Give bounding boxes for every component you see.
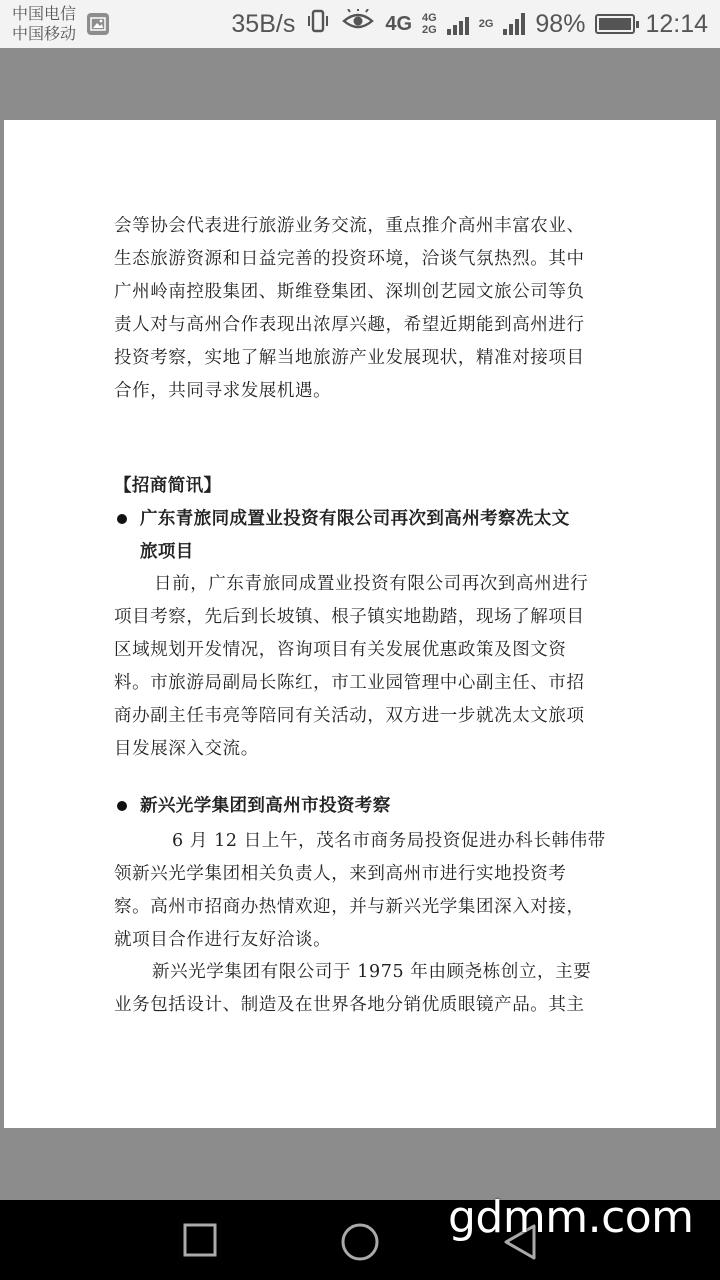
home-circle-icon[interactable]	[340, 1222, 380, 1266]
recents-square-icon[interactable]	[182, 1222, 218, 1262]
bullet-icon	[117, 514, 127, 524]
net-speed: 35B/s	[231, 9, 296, 38]
carrier-1: 中国电信	[12, 4, 77, 23]
item2-body-line: 领新兴光学集团相关负责人，来到高州市进行实地投资考	[114, 864, 567, 884]
carrier-labels	[12, 4, 76, 44]
item2-body-line: 察。高州市招商办热情欢迎，并与新兴光学集团深入对接，	[114, 897, 585, 917]
item1-body-line: 日前，广东青旅同成置业投资有限公司再次到高州进行	[154, 574, 589, 594]
item1-body-line: 目发展深入交流。	[114, 739, 259, 759]
network-stack-top: 4G	[422, 12, 437, 24]
item2-body-line: 就项目合作进行友好洽谈。	[114, 930, 332, 950]
item2-body-line: 业务包括设计、制造及在世界各地分销优质眼镜产品。其主	[114, 995, 585, 1015]
bullet-icon	[117, 801, 127, 811]
status-icons	[231, 0, 708, 48]
network-2g-text: 2G	[478, 18, 494, 30]
battery-icon	[595, 14, 635, 34]
network-4g-label: 4G	[385, 12, 413, 35]
clock: 12:14	[645, 9, 708, 38]
para1-line: 责人对与高州合作表现出浓厚兴趣，希望近期能到高州进行	[114, 315, 585, 335]
para1-line: 生态旅游资源和日益完善的投资环境，洽谈气氛热烈。其中	[114, 249, 585, 269]
item2-body-line: 6 月 12 日上午，茂名市商务局投资促进办科长韩伟带	[172, 831, 606, 851]
item1-title-line: 旅项目	[140, 542, 194, 562]
network-stack	[422, 12, 437, 36]
item1-body-line: 料。市旅游局副局长陈红，市工业园管理中心副主任、市招	[114, 673, 585, 693]
network-2g-label	[479, 18, 494, 30]
battery-percent: 98%	[535, 9, 586, 38]
carrier-2: 中国移动	[12, 24, 77, 43]
signal-bars-icon-1	[447, 13, 469, 35]
item1-body-line: 区域规划开发情况，咨询项目有关发展优惠政策及图文资	[114, 640, 567, 660]
item1-body-line: 项目考察，先后到长坡镇、根子镇实地勘踏，现场了解项目	[114, 607, 585, 627]
item2-title: 新兴光学集团到高州市投资考察	[140, 796, 391, 816]
network-stack-bottom: 2G	[422, 24, 437, 36]
signal-bars-icon-2	[503, 13, 525, 35]
site-watermark: gdmm.com	[448, 1192, 694, 1243]
status-bar	[0, 0, 720, 48]
para1-line: 合作，共同寻求发展机遇。	[114, 381, 332, 401]
document-page[interactable]	[4, 120, 716, 1128]
para1-line: 投资考察，实地了解当地旅游产业发展现状，精准对接项目	[114, 348, 585, 368]
para1-line: 会等协会代表进行旅游业务交流，重点推介高州丰富农业、	[114, 216, 585, 236]
item1-title-line: 广东青旅同成置业投资有限公司再次到高州考察冼太文	[140, 509, 570, 529]
para1-line: 广州岭南控股集团、斯维登集团、深圳创艺园文旅公司等负	[114, 282, 585, 302]
item2-body-line: 新兴光学集团有限公司于 1975 年由顾尧栋创立，主要	[152, 962, 592, 982]
eye-comfort-icon	[341, 9, 375, 39]
gallery-notification-icon	[87, 13, 109, 35]
item1-body-line: 商办副主任韦亮等陪同有关活动，双方进一步就冼太文旅项	[114, 706, 585, 726]
vibrate-icon	[305, 8, 331, 40]
section-title: 【招商简讯】	[114, 476, 222, 496]
